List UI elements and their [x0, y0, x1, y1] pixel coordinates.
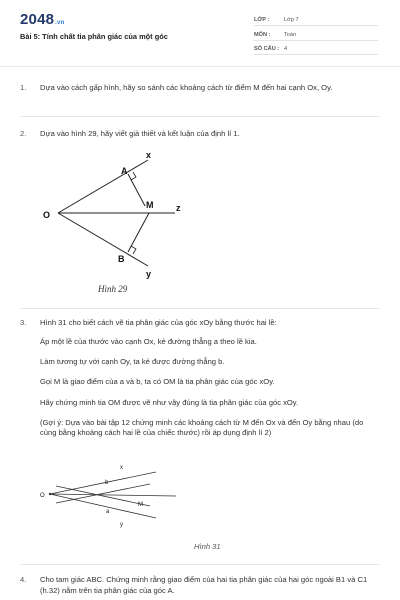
question-text: Hình 31 cho biết cách vẽ tia phân giác của góc xOy bằng thước hai lề: [40, 318, 277, 327]
label-z: z [176, 203, 181, 213]
ray-om [50, 494, 176, 496]
meta-class-value: Lớp 7 [284, 17, 299, 23]
question-number: 4. [20, 575, 27, 584]
meta-count-row [254, 45, 378, 55]
segment-ma [128, 174, 145, 206]
label-y: y [146, 269, 152, 279]
label-o: O [40, 493, 45, 499]
meta-count-key: SỐ CÂU : [254, 46, 280, 52]
label-x: x [120, 465, 123, 471]
logo-suffix: .vn [55, 20, 65, 26]
label-m: M [138, 502, 143, 508]
label-m: M [146, 200, 154, 210]
question-text: Dựa vào cách gấp hình, hãy so sánh các khoảng cách từ điểm M đến hai cạnh Ox, Oy. [40, 83, 333, 92]
step-3: Gọi M là giao điểm của a và b, ta có OM là tia phân giác của góc xOy. [40, 377, 275, 386]
figure-29 [30, 146, 200, 286]
step-2: Làm tương tự với cạnh Oy, ta kẻ được đường thẳng b. [40, 357, 225, 366]
lesson-title: Bài 5: Tính chất tia phân giác của một góc [20, 32, 168, 41]
meta-class-key: LỚP : [254, 17, 270, 23]
meta-count-value: 4 [284, 46, 288, 52]
label-b: B [118, 254, 125, 264]
label-o: O [43, 210, 51, 220]
question-divider [20, 564, 380, 565]
label-a: A [121, 166, 128, 176]
meta-class-row [254, 16, 378, 26]
step-4: Hãy chứng minh tia OM được vẽ như vậy đúng là tia phân giác của góc xOy. [40, 398, 299, 407]
question-3 [20, 317, 380, 328]
figure-31 [36, 456, 186, 536]
question-2 [20, 128, 380, 139]
question-number: 3. [20, 318, 27, 327]
right-angle-mark-b [131, 246, 136, 254]
step-1: Áp một lề của thước vào cạnh Ox, kẻ đường thẳng a theo lề kia. [40, 337, 257, 346]
question-number: 1. [20, 83, 27, 92]
hint-text: (Gợi ý: Dựa vào bài tập 12 chứng minh các khoảng cách từ M đến Ox và đến Oy bằng nhau (do cùng bằng khoảng cách hai lề của chiếc thước) rồi áp dụng định lí 2) [40, 418, 364, 438]
meta-subject-row [254, 31, 378, 41]
meta-subject-value: Toán [284, 32, 297, 38]
line-b [56, 486, 150, 506]
question-4 [20, 574, 380, 596]
figure-31-caption: Hình 31 [194, 542, 221, 551]
page-header [0, 0, 400, 68]
line-a [56, 484, 150, 503]
meta-subject-key: MÔN : [254, 32, 271, 38]
question-divider [20, 116, 380, 117]
label-b: b [105, 480, 109, 486]
site-logo[interactable] [20, 11, 64, 28]
logo-text: 2048 [20, 11, 55, 28]
figure-29-caption: Hình 29 [98, 284, 128, 294]
point-o [49, 493, 51, 495]
question-divider [20, 308, 380, 309]
label-a: a [106, 509, 110, 515]
question-text: Dựa vào hình 29, hãy viết giả thiết và kết luận của định lí 1. [40, 129, 240, 138]
header-divider [0, 66, 400, 67]
question-text: Cho tam giác ABC. Chứng minh rằng giao điểm của hai tia phân giác của hai góc ngoài B1 và C1 (h.32) nằm trên tia phân giác của góc A. [40, 575, 368, 596]
right-angle-mark-a [131, 172, 136, 180]
ray-ox [50, 472, 156, 494]
label-y: y [120, 522, 123, 528]
label-x: x [146, 150, 152, 160]
question-number: 2. [20, 129, 27, 138]
question-1 [20, 82, 380, 93]
